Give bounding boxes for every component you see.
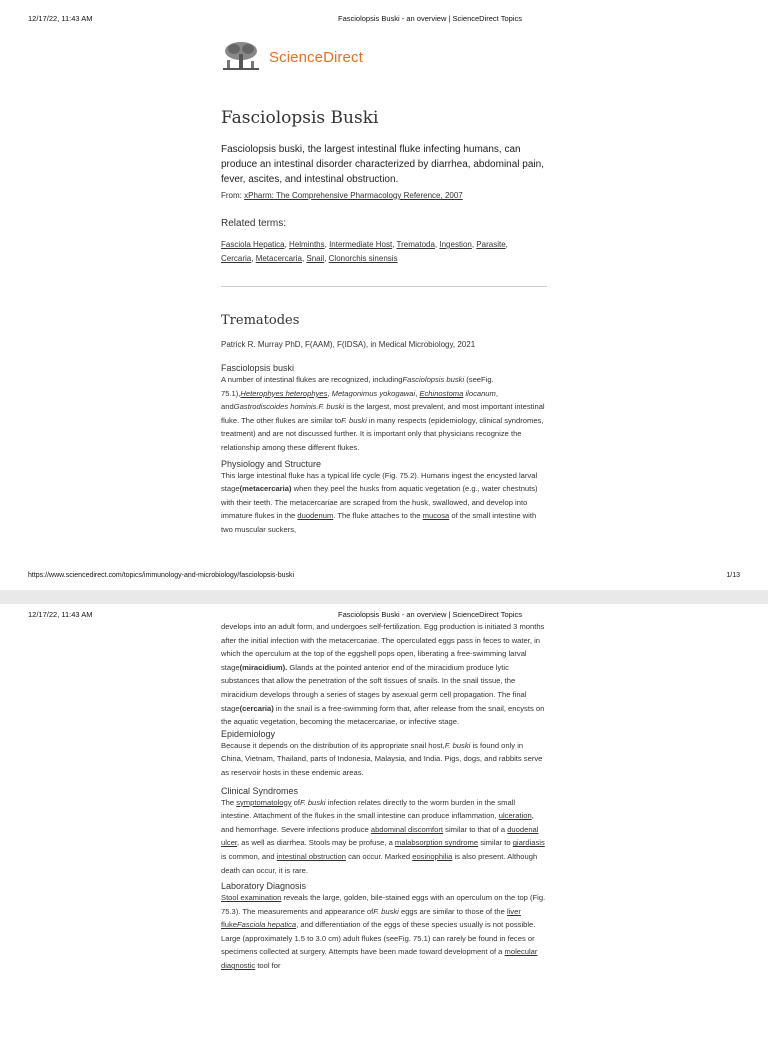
article-paragraph: Because it depends on the distribution of its appropriate snail host,F. buski is found only in China, Vietnam, Thailand, parts of Indonesia, Malaysia, and India. Pigs, dogs, and rabbits serve as reservoir hosts in these endemic areas. xyxy=(221,740,543,777)
term-link[interactable]: Ingestion xyxy=(439,240,472,249)
page-number: 1/13 xyxy=(726,572,740,579)
elsevier-tree-icon xyxy=(221,40,261,74)
term-link[interactable]: Intermediate Host xyxy=(329,240,393,249)
article-heading: Trematodes xyxy=(221,313,300,328)
article-paragraph: A number of intestinal flukes are recognized, includingFasciolopsis buski (seeFig. 75.1),Heterophyes heterophyes, Metagonimus yokogawai, Echinostoma ilocanum, andGastrodiscoides hominis.F. buski is the largest, most prevalent, and most important intestinal fluke. The other flukes are similar toF. buski in many respects (epidemiology, clinical syndromes, treatment) and are not discussed further. It is important only that physicians recognize the relationship among these different flukes. xyxy=(221,375,545,452)
term-link[interactable]: Metacercaria xyxy=(255,254,302,263)
term-link[interactable]: Snail xyxy=(306,254,325,263)
term-link[interactable]: Fasciola Hepatica xyxy=(221,240,285,249)
subheading-fasciolopsis: Fasciolopsis buski xyxy=(221,363,295,373)
sciencedirect-logo[interactable] xyxy=(221,40,363,74)
article-continued xyxy=(221,620,547,973)
print-date: 12/17/22, 11:43 AM xyxy=(28,14,93,23)
pdf-page-2 xyxy=(0,604,768,1038)
term-link[interactable]: Cercaria xyxy=(221,254,252,263)
article-paragraph: develops into an adult form, and undergoes self-fertilization. Egg production is initiated 3 months after the initial infection with the metacercariae. The operculated eggs pass in feces to water, in which the operculum at the top of the eggshell pops open, liberating a free-swimming larval stage(miracidium). Glands at the pointed anterior end of the miracidium produce lytic substances that allow the penetration of the soft tissues of snails. In the snail tissue, the miracidium develops through a series of stages by asexual germ cell propagation. The final stage(cercaria) in the snail is a free-swimming form that, after release from the snail, encysts on the aquatic vegetation, becoming the metacercariae, or infective stage. xyxy=(221,622,545,727)
subheading-clinical: Clinical Syndromes xyxy=(221,785,299,796)
topic-section xyxy=(221,108,547,537)
divider xyxy=(221,286,547,287)
article-author: Patrick R. Murray PhD, F(AAM), F(IDSA), in Medical Microbiology, 2021 xyxy=(221,340,476,349)
print-url: https://www.sciencedirect.com/topics/immunology-and-microbiology/fasciolopsis-buski xyxy=(28,572,295,579)
print-date: 12/17/22, 11:43 AM xyxy=(28,610,93,619)
subheading-lab-diagnosis: Laboratory Diagnosis xyxy=(221,881,307,892)
article-paragraph: The symptomatology ofF. buski infection relates directly to the worm burden in the small intestine. Attachment of the flukes in the small intestine can produce inflammation, ulceration, and hemorrhage. Severe infections produce abdominal discomfort similar to that of a duodenal ulcer, as well as diarrhea. Stools may be profuse, a malabsorption syndrome similar to giardiasis is common, and intestinal obstruction can occur. Marked eosinophilia is also present. Although death can occur, it is rare. xyxy=(221,797,545,875)
brand-name: ScienceDirect xyxy=(269,48,363,66)
term-link[interactable]: Parasite xyxy=(476,240,506,249)
print-title: Fasciolopsis Buski - an overview | ScienceDirect Topics xyxy=(338,14,522,23)
page-separator xyxy=(0,590,768,604)
definition-source: From: xPharm: The Comprehensive Pharmacology Reference, 2007 xyxy=(221,191,463,200)
subheading-physiology: Physiology and Structure xyxy=(221,458,322,469)
article-paragraph: This large intestinal fluke has a typical life cycle (Fig. 75.2). Humans ingest the encysted larval stage(metacercaria) when they peel the husks from aquatic vegetation (e.g., water chestnuts) with their teeth. The metacercariae are scraped from the husk, swallowed, and develop into immature flukes in the duodenum. The fluke attaches to the mucosa of the small intestine with two muscular suckers, xyxy=(221,470,538,534)
subheading-epidemiology: Epidemiology xyxy=(221,728,276,739)
term-link[interactable]: Helminths xyxy=(289,240,325,249)
related-terms-list: Fasciola Hepatica, Helminths, Intermediate Host, Trematoda, Ingestion, Parasite, Cercaria, Metacercaria, Snail, Clonorchis sinensis xyxy=(221,240,508,263)
term-link[interactable]: Clonorchis sinensis xyxy=(328,254,398,263)
source-link[interactable]: xPharm: The Comprehensive Pharmacology Reference, 2007 xyxy=(244,191,463,200)
term-link[interactable]: Trematoda xyxy=(396,240,435,249)
related-terms-heading: Related terms: xyxy=(221,218,287,229)
print-title: Fasciolopsis Buski - an overview | ScienceDirect Topics xyxy=(338,610,522,619)
article-paragraph: Stool examination reveals the large, golden, bile-stained eggs with an operculum on the top (Fig. 75.3). The measurements and appearance ofF. buski eggs are similar to those of the liver flukeFasciola hepatica, and differentiation of the eggs of these species usually is not possible. Large (approximately 1.5 to 3.0 cm) adult flukes (seeFig. 75.1) can rarely be found in feces or specimens collected at surgery. Attempts have been made toward development of a molecular diagnostic tool for xyxy=(221,893,546,971)
topic-definition: Fasciolopsis buski, the largest intestinal fluke infecting humans, can produce an intestinal disorder characterized by diarrhea, abdominal pain, fever, ascites, and intestinal obstruction. xyxy=(221,144,544,185)
page-title: Fasciolopsis Buski xyxy=(221,108,379,128)
